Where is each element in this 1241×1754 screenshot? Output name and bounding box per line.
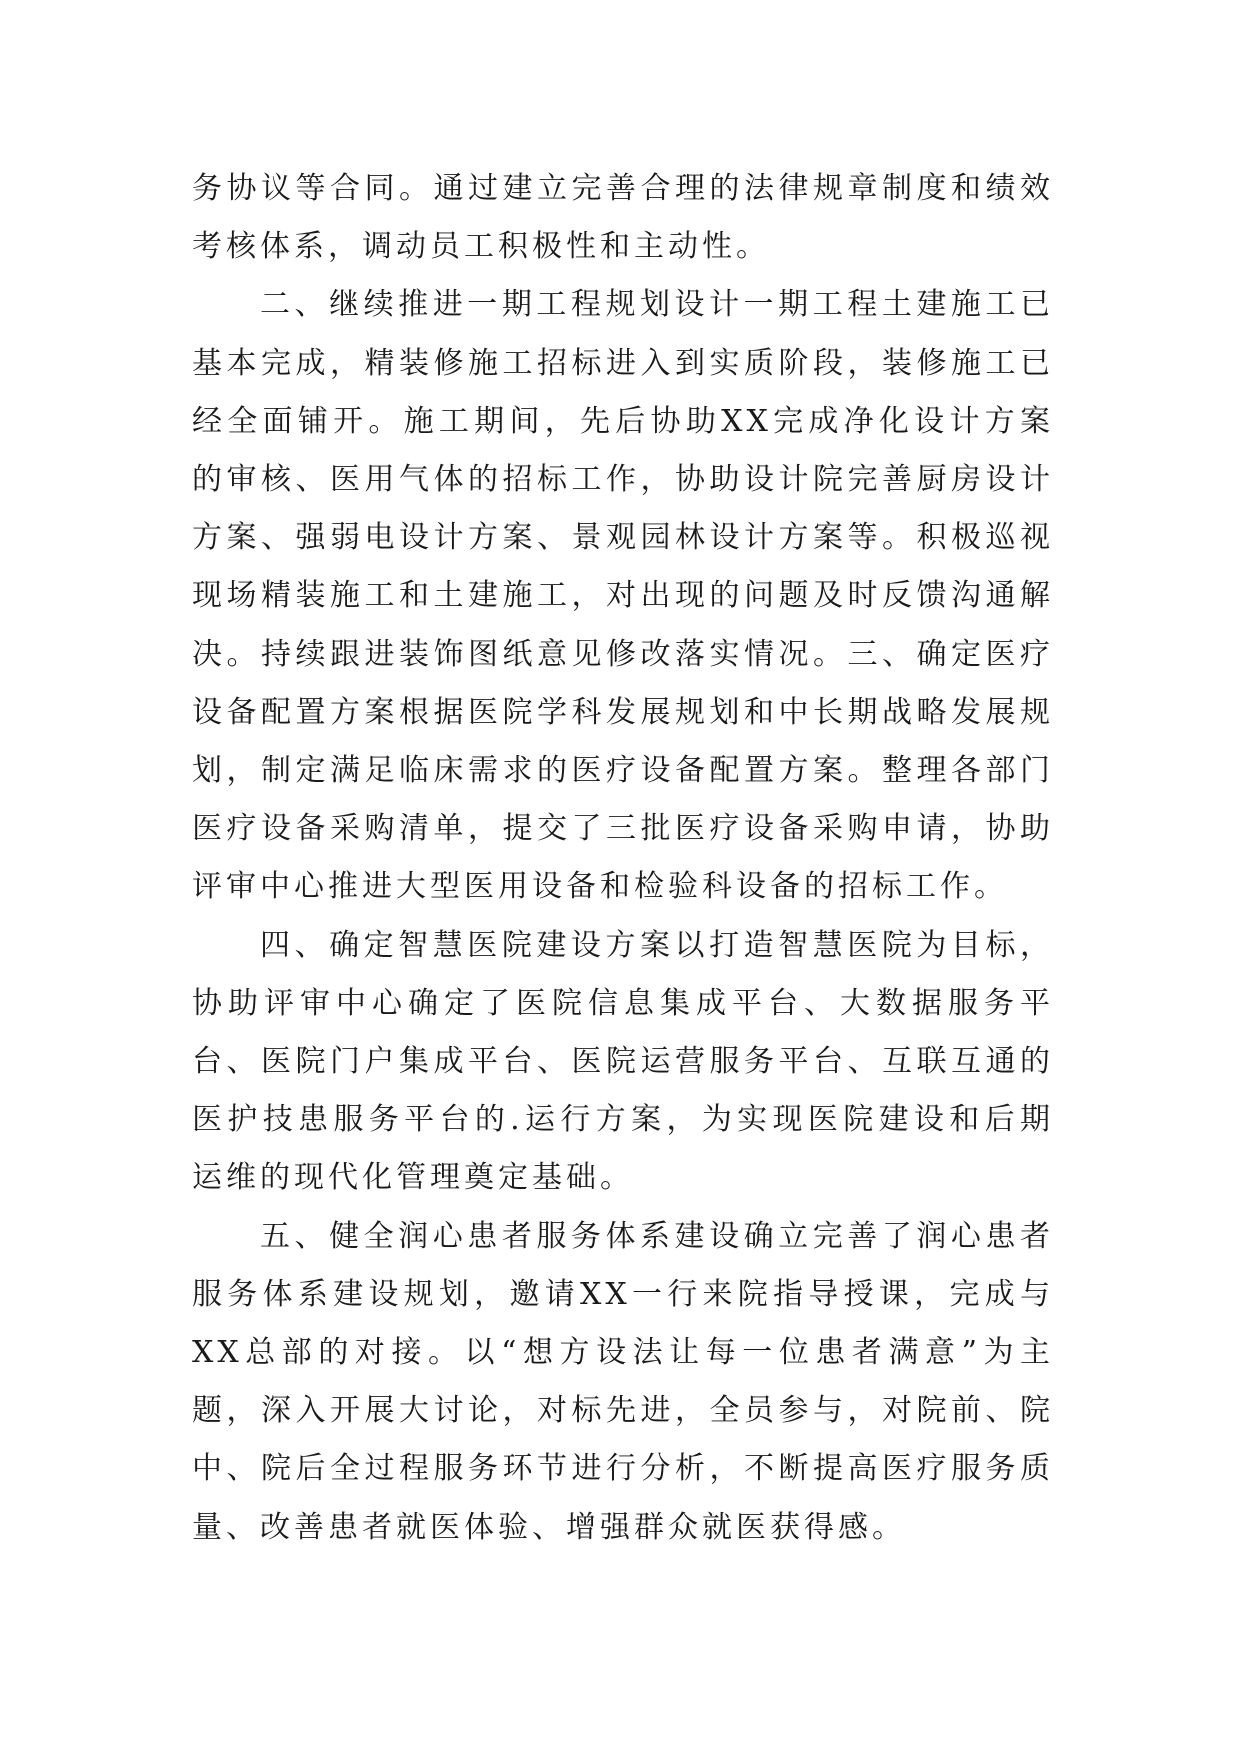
paragraph-2: 二、继续推进一期工程规划设计一期工程土建施工已基本完成，精装修施工招标进入到实质阶段，装修施工已经全面铺开。施工期间，先后协助XX完成净化设计方案的审核、医用气体的招标工作，协助设计院完善厨房设计方案、强弱电设计方案、景观园林设计方案等。积极巡视现场精装施工和土建施工，对出现的问题及时反馈沟通解决。持续跟进装饰图纸意见修改落实情况。三、确定医疗设备配置方案根据医院学科发展规划和中长期战略发展规划，制定满足临床需求的医疗设备配置方案。整理各部门医疗设备采购清单，提交了三批医疗设备采购申请，协助评审中心推进大型医用设备和检验科设备的招标工作。 [192, 287, 1054, 905]
paragraph-3: 四、确定智慧医院建设方案以打造智慧医院为目标，协助评审中心确定了医院信息集成平台、大数据服务平台、医院门户集成平台、医院运营服务平台、互联互通的医护技患服务平台的.运行方案，为实现医院建设和后期运维的现代化管理奠定基础。 [192, 927, 1054, 1196]
document-body [192, 160, 1054, 1557]
paragraph-1: 务协议等合同。通过建立完善合理的法律规章制度和绩效考核体系，调动员工积极性和主动性。 [192, 171, 1054, 265]
paragraph-4: 五、健全润心患者服务体系建设确立完善了润心患者服务体系建设规划，邀请XX一行来院指导授课，完成与XX总部的对接。以“想方设法让每一位患者满意”为主题，深入开展大讨论，对标先进，全员参与，对院前、院中、院后全过程服务环节进行分析，不断提高医疗服务质量、改善患者就医体验、增强群众就医获得感。 [192, 1218, 1054, 1545]
